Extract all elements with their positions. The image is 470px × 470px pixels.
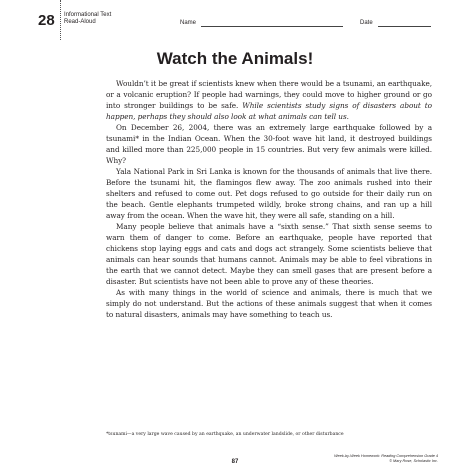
name-field-line — [201, 26, 343, 27]
credit-line — [334, 454, 438, 464]
credit-line-1: Week-by-Week Homework: Reading Comprehension Grade 4 — [334, 454, 438, 458]
footnote: *tsunami—a very large wave caused by an earthquake, an underwater landslide, or other disturbance — [106, 432, 344, 437]
paragraph-1 — [106, 78, 432, 122]
paragraph-5: As with many things in the world of science and animals, there is much that we simply do not understand. But the actions of these animals suggest that when it comes to natural disasters, animals may have something to teach us. — [106, 288, 432, 319]
series-label — [64, 12, 111, 26]
footer-page-number: 87 — [231, 459, 239, 465]
series-line-2: Read-Aloud — [64, 19, 96, 25]
page-title: Watch the Animals! — [156, 49, 314, 68]
cut-line — [60, 0, 61, 40]
paragraph-1-text: Wouldn’t it be great if scientists knew when there would be a tsunami, an earthquake, or a volcanic eruption? If people had warnings, they could move to higher ground or go into stronger buildings to be safe. — [106, 79, 432, 110]
name-label: Name — [180, 20, 197, 26]
paragraph-2: On December 26, 2004, there was an extremely large earthquake followed by a tsunami* in the Indian Ocean. When the 30-foot wave hit land, it destroyed buildings and killed more than 225,000 people in 15 countries. But very few animals were killed. Why? — [106, 123, 432, 165]
worksheet-number: 28 — [38, 12, 55, 29]
article-body — [106, 78, 432, 320]
paragraph-4: Many people believe that animals have a “sixth sense.” That sixth sense seems to warn them of danger to come. Before an earthquake, people have reported that chickens stop laying eggs and cats and dogs act strangely. Some scientists believe that animals can hear sounds that humans cannot. Animals may be able to feel vibrations in the earth that we cannot detect. Maybe they can smell gases that are present before a disaster. But scientists have not been able to prove any of these theories. — [106, 222, 432, 286]
series-line-1: Informational Text — [64, 12, 112, 18]
date-field-line — [378, 26, 431, 27]
credit-line-2: © Mary Rose, Scholastic Inc. — [389, 459, 438, 463]
paragraph-1-italic: While scientists study signs of disasters about to happen, perhaps they should also look at what animals can tell us. — [106, 101, 432, 121]
date-label: Date — [360, 20, 373, 26]
paragraph-3: Yala National Park in Sri Lanka is known for the thousands of animals that live there. Before the tsunami hit, the flamingos flew away. The zoo animals rushed into their shelters and refused to come out. Pet dogs refused to go outside for their daily run on the beach. Gentle elephants trumpeted wildly, broke strong chains, and ran up a hill away from the ocean. When the wave hit, they were all safe, standing on a hill. — [106, 167, 432, 220]
